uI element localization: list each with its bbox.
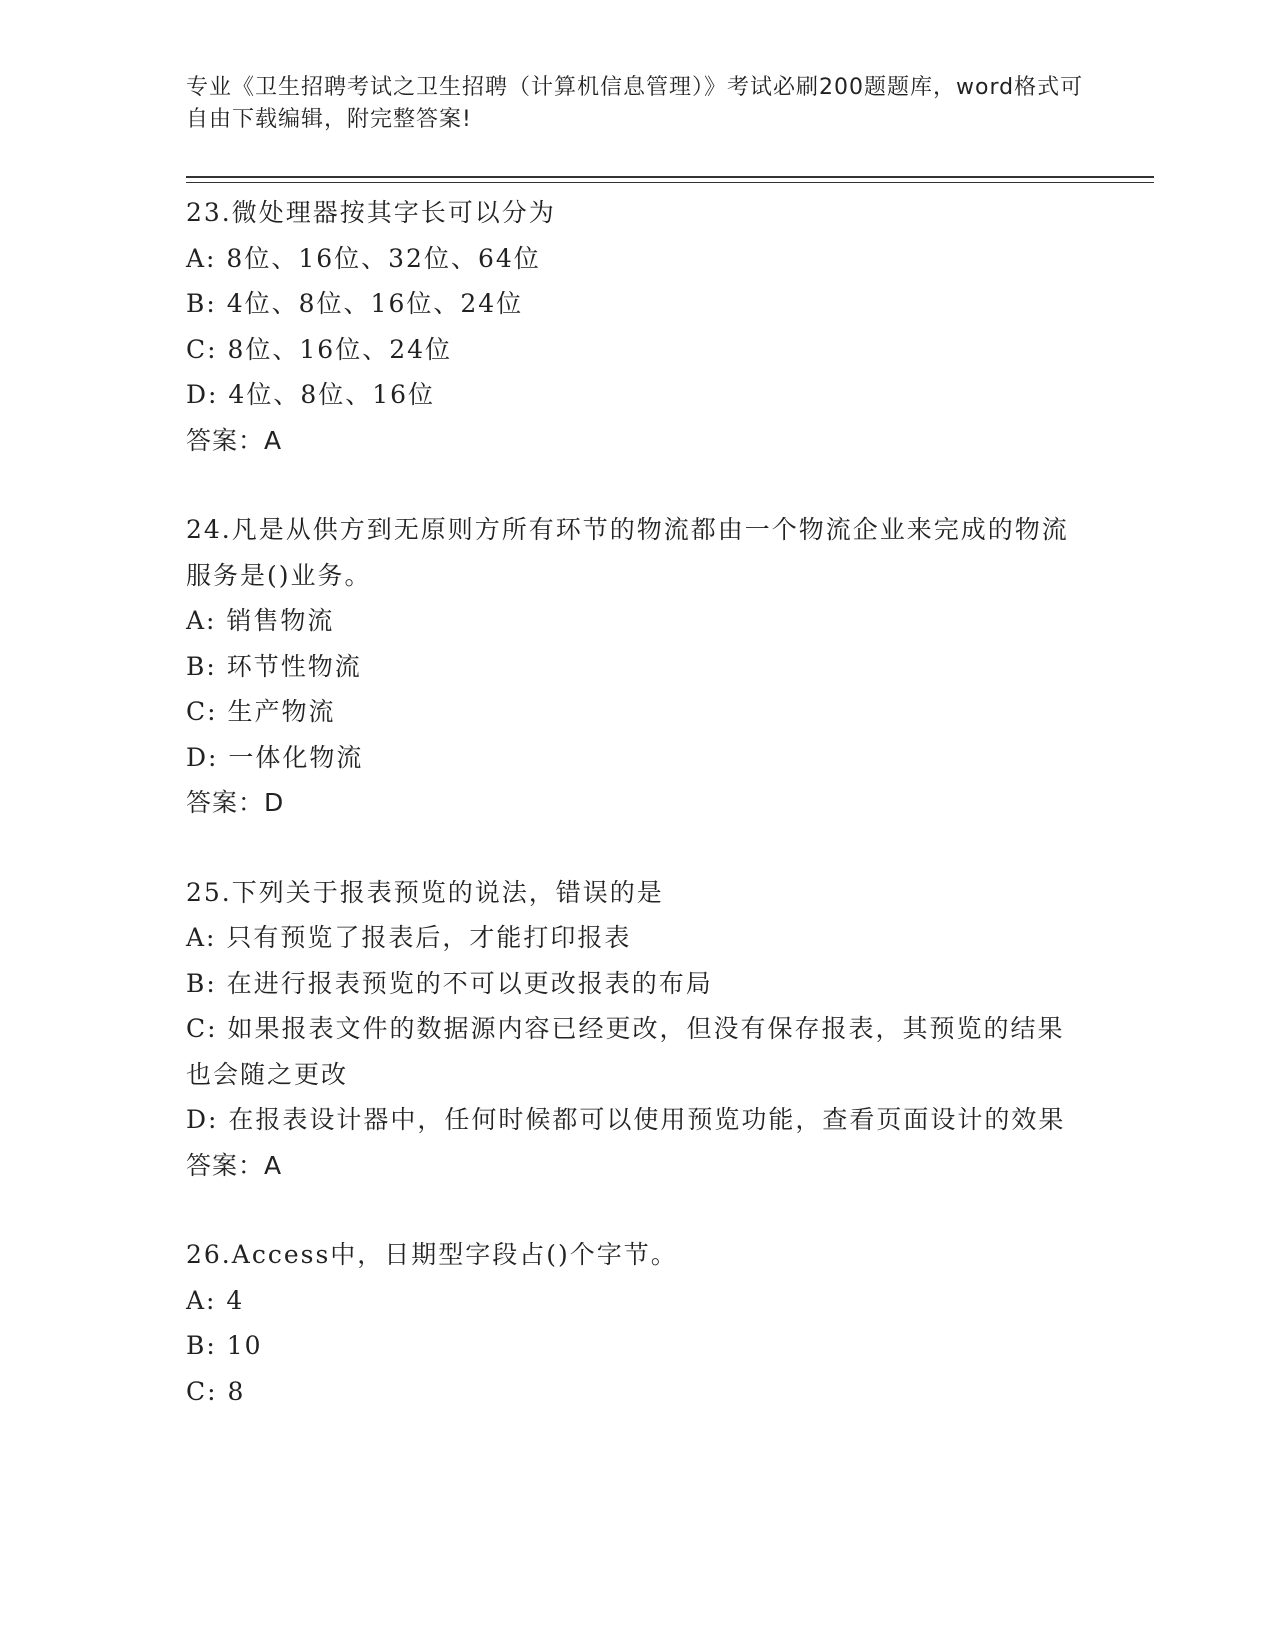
option-b: B: 环节性物流 [186, 651, 362, 681]
question-23 [186, 190, 1086, 463]
question-24 [186, 507, 1086, 826]
header-divider-thin [186, 182, 1154, 183]
option-a: A: 8位、16位、32位、64位 [186, 243, 541, 273]
question-25 [186, 870, 1086, 1189]
option-d: D: 一体化物流 [186, 742, 364, 772]
question-stem: 25.下列关于报表预览的说法，错误的是 [186, 877, 664, 907]
question-stem: 26.Access中，日期型字段占()个字节。 [186, 1240, 678, 1269]
option-a: A: 4 [186, 1285, 245, 1315]
option-c: C: 如果报表文件的数据源内容已经更改，但没有保存报表，其预览的结果也会随之更改 [186, 1014, 1065, 1089]
answer-line: 答案：D [186, 788, 285, 817]
answer-line: 答案：A [186, 1150, 283, 1180]
document-header [186, 72, 1086, 136]
answer-line: 答案：A [186, 425, 283, 455]
option-a: A: 只有预览了报表后，才能打印报表 [186, 923, 632, 952]
option-a: A: 销售物流 [186, 606, 335, 635]
question-stem: 24.凡是从供方到无原则方所有环节的物流都由一个物流企业来完成的物流服务是()业务。 [186, 515, 1069, 590]
option-b: B: 10 [186, 1331, 263, 1360]
option-c: C: 8位、16位、24位 [186, 334, 453, 364]
option-c: C: 8 [186, 1376, 246, 1406]
option-d: D: 4位、8位、16位 [186, 380, 436, 409]
question-list [186, 190, 1086, 1458]
option-b: B: 4位、8位、16位、24位 [186, 289, 524, 318]
option-b: B: 在进行报表预览的不可以更改报表的布局 [186, 968, 713, 998]
question-stem: 23.微处理器按其字长可以分为 [186, 198, 556, 227]
question-26 [186, 1232, 1086, 1414]
header-divider-thick [186, 176, 1154, 178]
option-d: D: 在报表设计器中，任何时候都可以使用预览功能，查看页面设计的效果 [186, 1105, 1066, 1134]
header-title: 专业《卫生招聘考试之卫生招聘（计算机信息管理）》考试必刷200题题库，word格式可自由下载编辑，附完整答案! [186, 75, 1084, 132]
option-c: C: 生产物流 [186, 697, 336, 726]
